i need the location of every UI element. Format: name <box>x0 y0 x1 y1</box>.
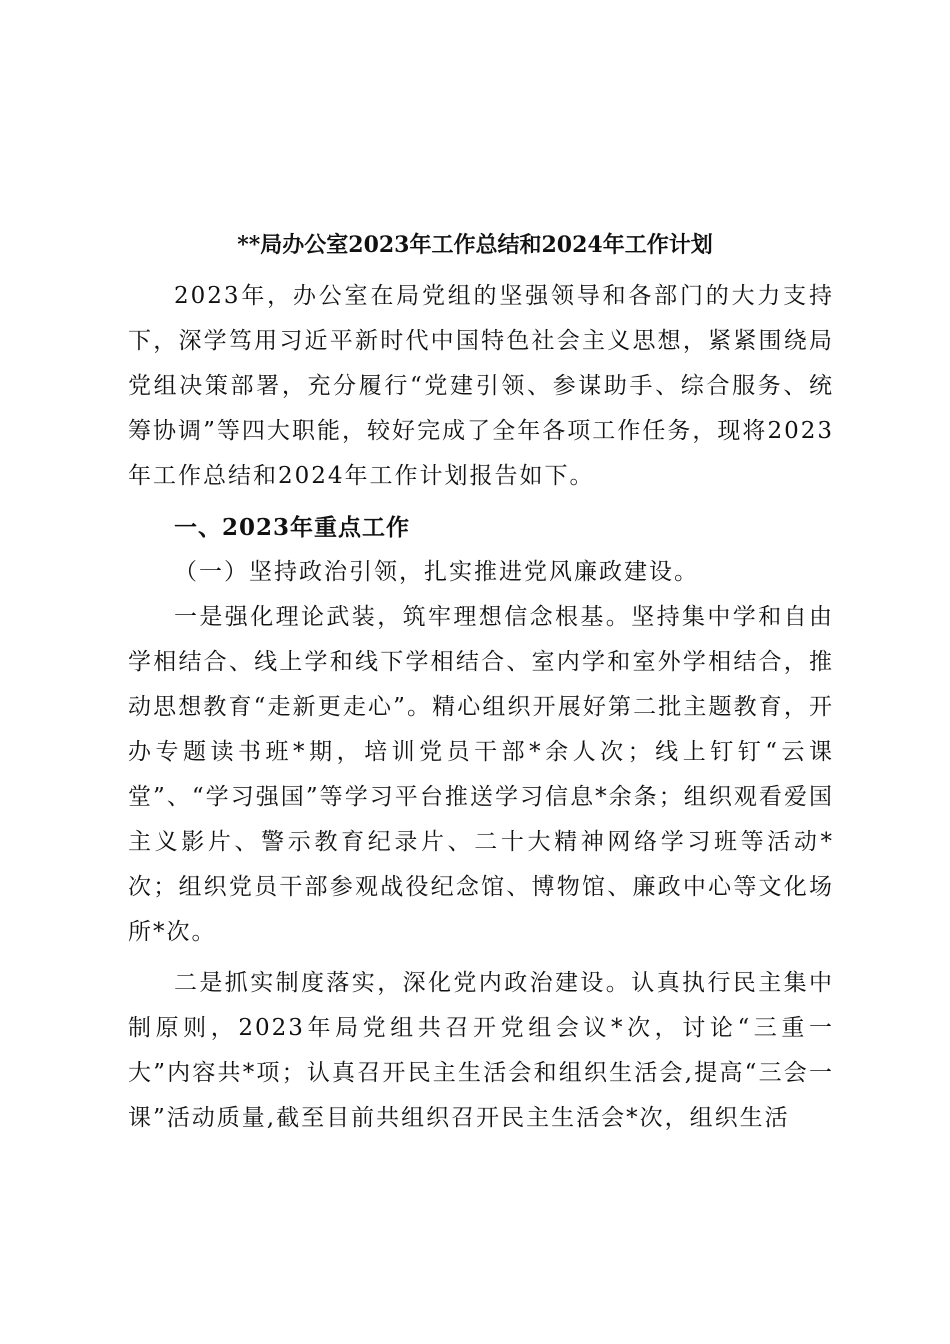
document-body <box>128 228 834 1141</box>
document-title: **局办公室2023年工作总结和2024年工作计划 <box>237 232 713 258</box>
body-paragraph-2: 二是抓实制度落实，深化党内政治建设。认真执行民主集中制原则，2023年局党组共召开党组会议*次，讨论“三重一大”内容共*项；认真召开民主生活会和组织生活会,提高“三会一课”活动质量,截至目前共组织召开民主生活会*次，组织生活 <box>128 970 834 1131</box>
body-paragraph-1: 一是强化理论武装，筑牢理想信念根基。坚持集中学和自由学相结合、线上学和线下学相结合、室内学和室外学相结合，推动思想教育“走新更走心”。精心组织开展好第二批主题教育，开办专题读书班*期，培训党员干部*余人次；线上钉钉“云课堂”、“学习强国”等学习平台推送学习信息*余条；组织观看爱国主义影片、警示教育纪录片、二十大精神网络学习班等活动*次；组织党员干部参观战役纪念馆、博物馆、廉政中心等文化场所*次。 <box>128 604 834 945</box>
section-heading-1: 一、2023年重点工作 <box>174 514 411 541</box>
subsection-heading-1: （一）坚持政治引领，扎实推进党风廉政建设。 <box>174 559 699 585</box>
intro-paragraph: 2023年，办公室在局党组的坚强领导和各部门的大力支持下，深学笃用习近平新时代中国特色社会主义思想，紧紧围绕局党组决策部署，充分履行“党建引领、参谋助手、综合服务、统筹协调”等四大职能，较好完成了全年各项工作任务，现将2023年工作总结和2024年工作计划报告如下。 <box>128 283 834 489</box>
